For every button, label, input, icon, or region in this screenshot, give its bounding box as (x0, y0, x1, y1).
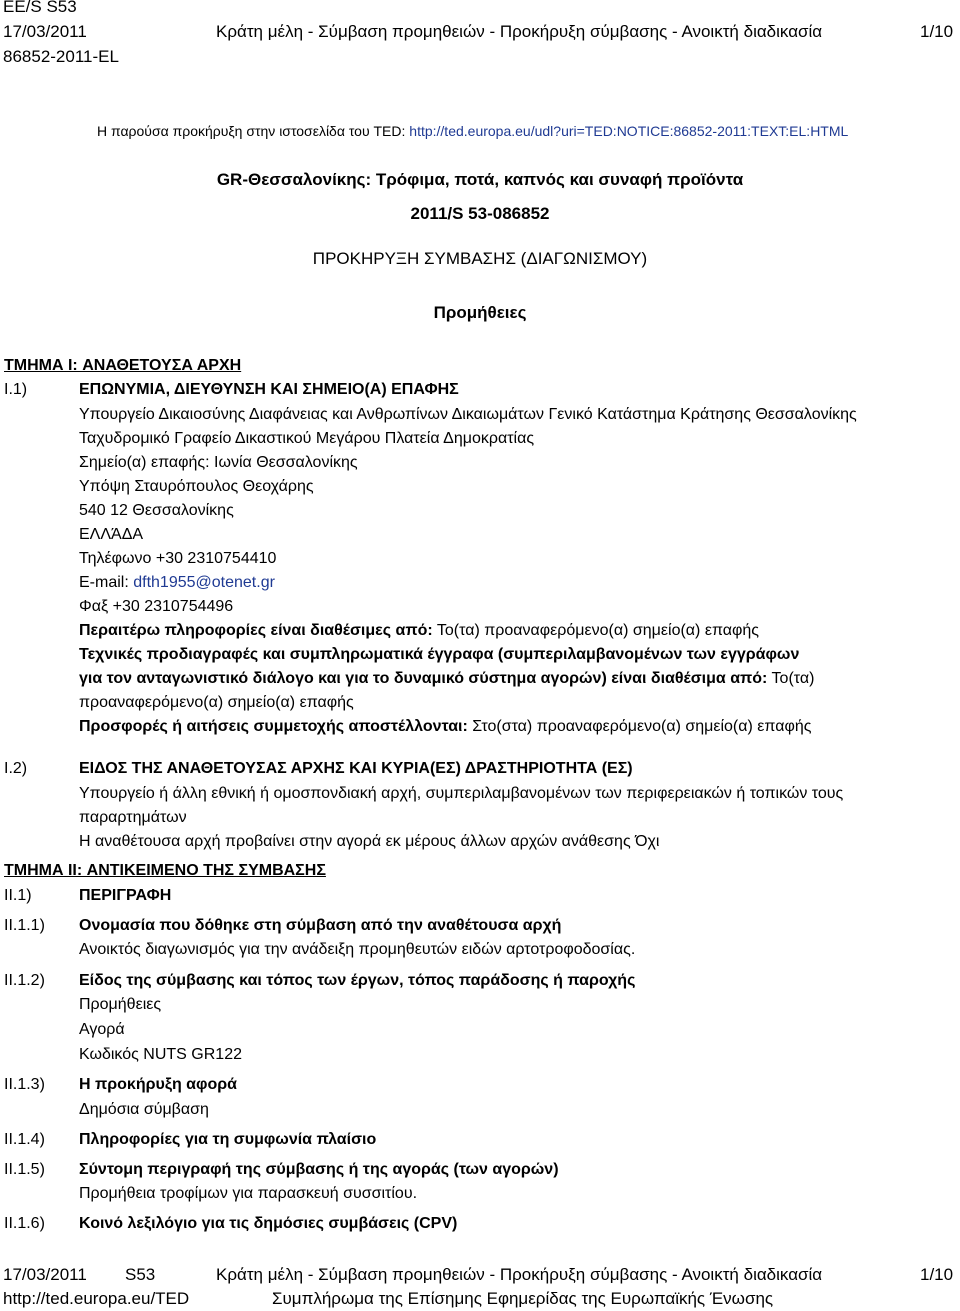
email-line (79, 571, 857, 595)
authority-line: Υπουργείο ή άλλη εθνική ή ομοσπονδιακή αρχή, συμπεριλαμβανομένων των περιφερειακών ή τοπικών τους (79, 785, 844, 802)
specs-line-2 (79, 667, 857, 691)
email-label: E-mail: (79, 574, 134, 591)
footer-date: 17/03/2011 (3, 1265, 87, 1284)
contact-line: Ταχυδρομικό Γραφείο Δικαστικού Μεγάρου Πλατεία Δημοκρατίας (79, 430, 535, 447)
further-info-value: Το(τα) προαναφερόμενο(α) σημείο(α) επαφής (432, 622, 759, 639)
notice-type: ΠΡΟΚΗΡΥΞΗ ΣΥΜΒΑΣΗΣ (ΔΙΑΓΩΝΙΣΜΟΥ) (312, 249, 648, 268)
authority-line: παραρτημάτων (79, 809, 187, 826)
notice-subject: GR-Θεσσαλονίκης: Τρόφιμα, ποτά, καπνός και συναφή προϊόντα (216, 170, 744, 189)
item-title: Είδος της σύμβασης και τόπος των έργων, τόπος παράδοσης ή παροχής (79, 972, 636, 989)
section-i2-title: ΕΙΔΟΣ ΤΗΣ ΑΝΑΘΕΤΟΥΣΑΣ ΑΡΧΗΣ ΚΑΙ ΚΥΡΙΑ(ΕΣ) ΔΡΑΣΤΗΡΙΟΤΗΤΑ (ΕΣ) (79, 760, 633, 777)
item-number: II.1.3) (4, 1076, 45, 1093)
footer-title: Κράτη μέλη - Σύμβαση προμηθειών - Προκήρυξη σύμβασης - Ανοικτή διαδικασία (216, 1265, 823, 1284)
section-i1-number: I.1) (4, 381, 28, 398)
specs-label-1: Τεχνικές προδιαγραφές και συμπληρωματικά έγγραφα (συμπεριλαμβανομένων των εγγράφων (79, 646, 800, 663)
further-info (79, 619, 857, 643)
item-number: II.1.5) (4, 1161, 45, 1178)
contact-line: Υπόψη Σταυρόπουλος Θεοχάρης (79, 478, 314, 495)
fax-line: Φαξ +30 2310754496 (79, 598, 234, 615)
tenders-value: Στο(στα) προαναφερόμενο(α) σημείο(α) επαφής (467, 718, 812, 735)
tenders-line (79, 715, 857, 739)
item-title: Πληροφορίες για τη συμφωνία πλαίσιο (79, 1131, 377, 1148)
footer-page: 1/10 (920, 1265, 954, 1284)
specs-value-3: προαναφερόμενο(α) σημείο(α) επαφής (79, 694, 354, 711)
item-title: Ονομασία που δόθηκε στη σύμβαση από την αναθέτουσα αρχή (79, 917, 562, 934)
item-line: Προμήθεια τροφίμων για παρασκευή συσσιτίου. (79, 1185, 418, 1202)
contact-line: Τηλέφωνο +30 2310754410 (79, 550, 277, 567)
header-date: 17/03/2011 (3, 22, 87, 41)
section-2-heading: ΤΜΗΜΑ II: ΑΝΤΙΚΕΙΜΕΝΟ ΤΗΣ ΣΥΜΒΑΣΗΣ (4, 862, 326, 879)
footer-series: S53 (125, 1265, 156, 1284)
item-number: II.1.6) (4, 1215, 45, 1232)
section-i1-title: ΕΠΩΝΥΜΙΑ, ΔΙΕΥΘΥΝΣΗ ΚΑΙ ΣΗΜΕΙΟ(Α) ΕΠΑΦΗΣ (79, 381, 459, 398)
contact-line: Σημείο(α) επαφής: Ιωνία Θεσσαλονίκης (79, 454, 358, 471)
header-doc-id: 86852-2011-EL (3, 47, 119, 66)
item-line: Δημόσια σύμβαση (79, 1101, 209, 1118)
contract-type: Προμήθειες (433, 303, 527, 322)
footer-url[interactable]: http://ted.europa.eu/TED (3, 1289, 190, 1308)
footer-subtitle: Συμπλήρωμα της Επίσημης Εφημερίδας της Ευρωπαϊκής Ένωσης (272, 1289, 774, 1308)
tenders-label: Προσφορές ή αιτήσεις συμμετοχής αποστέλλονται: (79, 718, 468, 735)
item-title: Σύντομη περιγραφή της σύμβασης ή της αγοράς (των αγορών) (79, 1161, 559, 1178)
section-i2-number: I.2) (4, 760, 28, 777)
item-number: II.1.1) (4, 917, 45, 934)
contact-line: Υπουργείο Δικαιοσύνης Διαφάνειας και Ανθρωπίνων Δικαιωμάτων Γενικό Κατάστημα Κράτησης Θεσσαλονίκης (79, 406, 857, 423)
notice-ref: 2011/S 53-086852 (410, 204, 550, 223)
item-title: Κοινό λεξιλόγιο για τις δημόσιες συμβάσεις (CPV) (79, 1215, 458, 1232)
header-page: 1/10 (920, 22, 954, 41)
section-1-heading: ΤΜΗΜΑ I: ΑΝΑΘΕΤΟΥΣΑ ΑΡΧΗ (4, 357, 242, 374)
header-title: Κράτη μέλη - Σύμβαση προμηθειών - Προκήρυξη σύμβασης - Ανοικτή διαδικασία (216, 22, 823, 41)
item-line: Ανοικτός διαγωνισμός για την ανάδειξη προμηθευτών ειδών αρτοτροφοδοσίας. (79, 941, 636, 958)
section-ii1-title: ΠΕΡΙΓΡΑΦΗ (79, 887, 172, 904)
intro-prefix: Η παρούσα προκήρυξη στην ιστοσελίδα του TED: (97, 123, 410, 139)
intro-line (97, 123, 848, 139)
section-ii1-number: II.1) (4, 887, 32, 904)
contact-block (79, 403, 857, 739)
header-series: EE/S S53 (3, 0, 77, 16)
item-line: Προμήθειες (79, 996, 162, 1013)
item-number: II.1.2) (4, 972, 45, 989)
email-link[interactable]: dfth1955@otenet.gr (133, 574, 275, 591)
item-title: Η προκήρυξη αφορά (79, 1076, 237, 1093)
specs-value-2: Το(τα) (767, 670, 815, 687)
item-line: Αγορά (79, 1021, 125, 1038)
ted-link[interactable]: http://ted.europa.eu/udl?uri=TED:NOTICE:86852-2011:TEXT:EL:HTML (409, 123, 849, 139)
contact-line: 540 12 Θεσσαλονίκης (79, 502, 234, 519)
specs-label-2: για τον ανταγωνιστικό διάλογο και για το δυναμικό σύστημα αγορών) είναι διαθέσιμα από: (79, 670, 768, 687)
further-info-label: Περαιτέρω πληροφορίες είναι διαθέσιμες από: (79, 622, 433, 639)
authority-type-block (79, 782, 843, 854)
item-number: II.1.4) (4, 1131, 45, 1148)
contact-line: ΕΛΛΆΔΑ (79, 526, 144, 543)
item-line: Κωδικός NUTS GR122 (79, 1046, 242, 1063)
authority-line: Η αναθέτουσα αρχή προβαίνει στην αγορά εκ μέρους άλλων αρχών ανάθεσης Όχι (79, 833, 660, 850)
